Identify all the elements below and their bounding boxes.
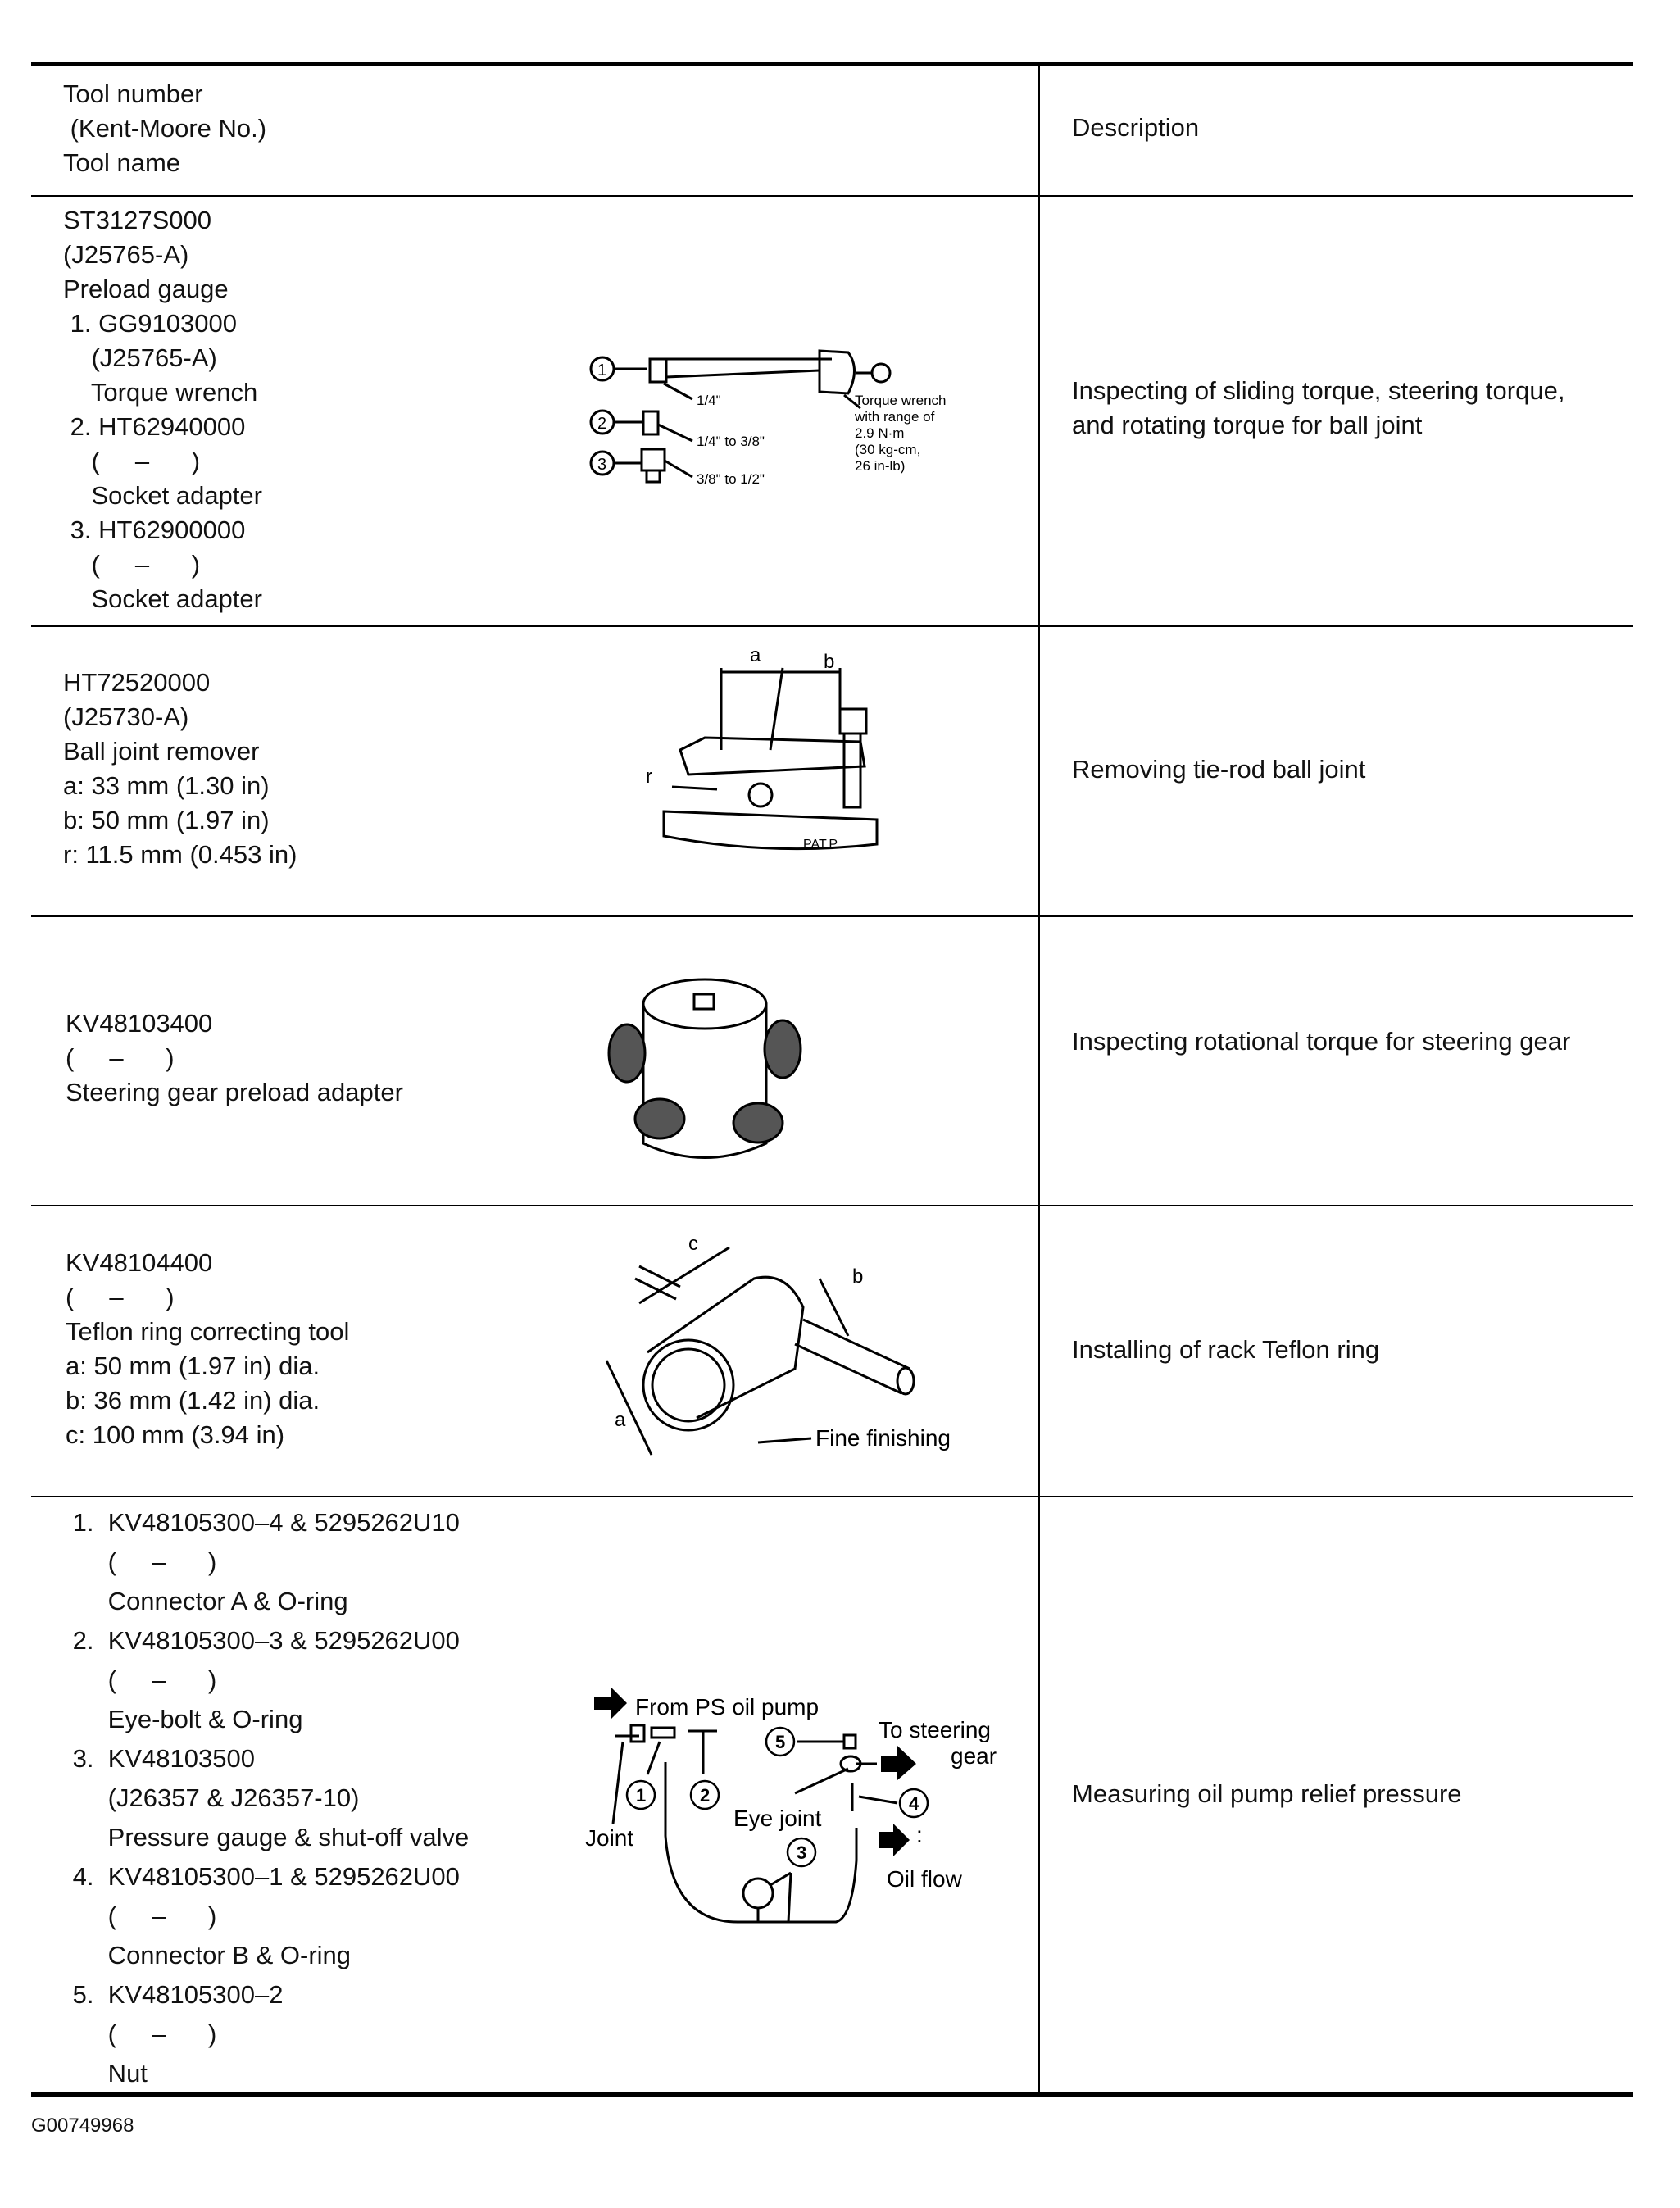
row-divider: [31, 915, 1633, 917]
size-label: 1/4" to 3/8": [697, 434, 765, 449]
size-label: 1/4": [697, 393, 721, 408]
figure-id: G00749968: [31, 2115, 134, 2137]
oil-flow-label: Oil flow: [887, 1866, 962, 1892]
row-5-description: Measuring oil pump relief pressure: [1072, 1779, 1462, 1808]
tool-line: a: 50 mm (1.97 in) dia.: [66, 1352, 320, 1380]
dimension-c: c: [688, 1233, 698, 1255]
torque-note: with range of: [855, 409, 935, 425]
torque-note: (30 kg-cm,: [855, 442, 921, 457]
tool-line: Torque wrench: [63, 378, 258, 407]
dimension-a: a: [750, 644, 761, 666]
joint-label: Joint: [585, 1825, 634, 1851]
callout-5: 5: [775, 1732, 786, 1752]
tool-row-3-text: [66, 1006, 403, 1110]
tool-line: Nut: [66, 2059, 148, 2088]
tool-line: Connector B & O-ring: [66, 1941, 352, 1969]
tool-line: 5. KV48105300–2: [66, 1980, 284, 2009]
callout-1: 1: [636, 1785, 647, 1806]
row-divider: [31, 1496, 1633, 1497]
tool-line: ( – ): [66, 1283, 175, 1311]
tool-line: 2. HT62940000: [63, 412, 246, 441]
tool-line: 1. KV48105300–4 & 5295262U10: [66, 1508, 460, 1537]
ball-joint-remover-figure: [639, 643, 910, 873]
to-steering-label: To steering: [879, 1717, 991, 1742]
gear-label: gear: [951, 1743, 997, 1769]
tool-line: ( – ): [66, 1665, 217, 1694]
fine-finishing-label: Fine finishing: [815, 1425, 951, 1451]
tool-line: 4. KV48105300–1 & 5295262U00: [66, 1862, 460, 1891]
tool-line: ST3127S000: [63, 206, 211, 234]
header-description: Description: [1072, 113, 1200, 142]
dimension-b: b: [852, 1265, 864, 1288]
torque-wrench-figure: [586, 336, 996, 516]
tool-line: (J26357 & J26357-10): [66, 1783, 360, 1812]
callout-4: 4: [909, 1793, 919, 1814]
dimension-r: r: [646, 766, 652, 788]
tool-row-4-text: [66, 1246, 349, 1452]
tool-line: HT72520000: [63, 668, 211, 697]
column-divider: [1038, 66, 1040, 2094]
tool-line: Teflon ring correcting tool: [66, 1317, 350, 1346]
callout-1: 1: [597, 361, 607, 379]
tool-line: Eye-bolt & O-ring: [66, 1705, 303, 1733]
tool-line: ( – ): [66, 1901, 217, 1930]
tool-line: ( – ): [66, 2019, 217, 2048]
tool-line: ( – ): [63, 447, 201, 475]
tool-line: Pressure gauge & shut-off valve: [66, 1823, 470, 1851]
tool-line: (J25765-A): [63, 343, 217, 372]
tool-line: ( – ): [66, 1043, 175, 1072]
patent-mark: PAT.P: [803, 838, 838, 852]
header-line: Tool number: [63, 80, 203, 108]
tool-line: Socket adapter: [63, 584, 262, 613]
tool-line: KV48103400: [66, 1009, 213, 1038]
callout-2: 2: [597, 415, 607, 433]
size-label: 3/8" to 1/2": [697, 471, 765, 487]
from-pump-label: From PS oil pump: [635, 1694, 820, 1720]
row-4-description: Installing of rack Teflon ring: [1072, 1335, 1380, 1364]
tool-line: 3. KV48103500: [66, 1744, 255, 1773]
tool-row-1-text: [63, 203, 262, 616]
header-line: Tool name: [63, 148, 181, 177]
tool-line: Connector A & O-ring: [66, 1587, 348, 1615]
tool-row-5-text: [66, 1503, 469, 2093]
tool-line: ( – ): [63, 550, 201, 579]
callout-3: 3: [797, 1842, 807, 1863]
tool-line: c: 100 mm (3.94 in): [66, 1420, 285, 1449]
legend-colon: :: [916, 1822, 923, 1847]
steering-gear-preload-adapter-figure: [602, 955, 807, 1184]
tool-line: Socket adapter: [63, 481, 262, 510]
teflon-ring-tool-figure: [598, 1229, 975, 1475]
tool-line: KV48104400: [66, 1248, 213, 1277]
eye-joint-label: Eye joint: [733, 1806, 822, 1831]
oil-pressure-gauge-figure: [574, 1656, 1033, 1967]
tool-line: (J25730-A): [63, 702, 189, 731]
torque-note: 2.9 N·m: [855, 425, 905, 441]
row-divider: [31, 1205, 1633, 1206]
tool-line: r: 11.5 mm (0.453 in): [63, 840, 297, 869]
tool-line: 1. GG9103000: [63, 309, 237, 338]
dimension-b: b: [824, 651, 835, 673]
tool-line: Steering gear preload adapter: [66, 1078, 403, 1106]
tool-line: b: 36 mm (1.42 in) dia.: [66, 1386, 320, 1415]
header-tool-column: [63, 77, 266, 180]
dimension-a: a: [615, 1409, 626, 1431]
arrow-icon: [879, 1824, 910, 1856]
header-line: (Kent-Moore No.): [63, 114, 267, 143]
tool-line: 2. KV48105300–3 & 5295262U00: [66, 1626, 460, 1655]
torque-note: 26 in-lb): [855, 458, 906, 474]
tool-line: 3. HT62900000: [63, 516, 246, 544]
row-1-description: Inspecting of sliding torque, steering torque, and rotating torque for ball joint: [1072, 376, 1565, 439]
tool-line: ( – ): [66, 1547, 217, 1576]
tool-line: (J25765-A): [63, 240, 189, 269]
tool-row-2-text: [63, 666, 297, 872]
arrow-icon: [881, 1746, 916, 1780]
row-3-description: Inspecting rotational torque for steering gear: [1072, 1027, 1571, 1056]
callout-2: 2: [700, 1785, 711, 1806]
row-divider: [31, 625, 1633, 627]
top-rule: [31, 62, 1633, 66]
tool-line: Preload gauge: [63, 275, 229, 303]
tool-line: a: 33 mm (1.30 in): [63, 771, 270, 800]
tool-line: Ball joint remover: [63, 737, 260, 766]
row-2-description: Removing tie-rod ball joint: [1072, 755, 1366, 784]
torque-note: Torque wrench: [855, 393, 947, 408]
callout-3: 3: [597, 456, 607, 474]
row-divider: [31, 195, 1633, 197]
tool-line: b: 50 mm (1.97 in): [63, 806, 270, 834]
arrow-icon: [594, 1687, 627, 1720]
